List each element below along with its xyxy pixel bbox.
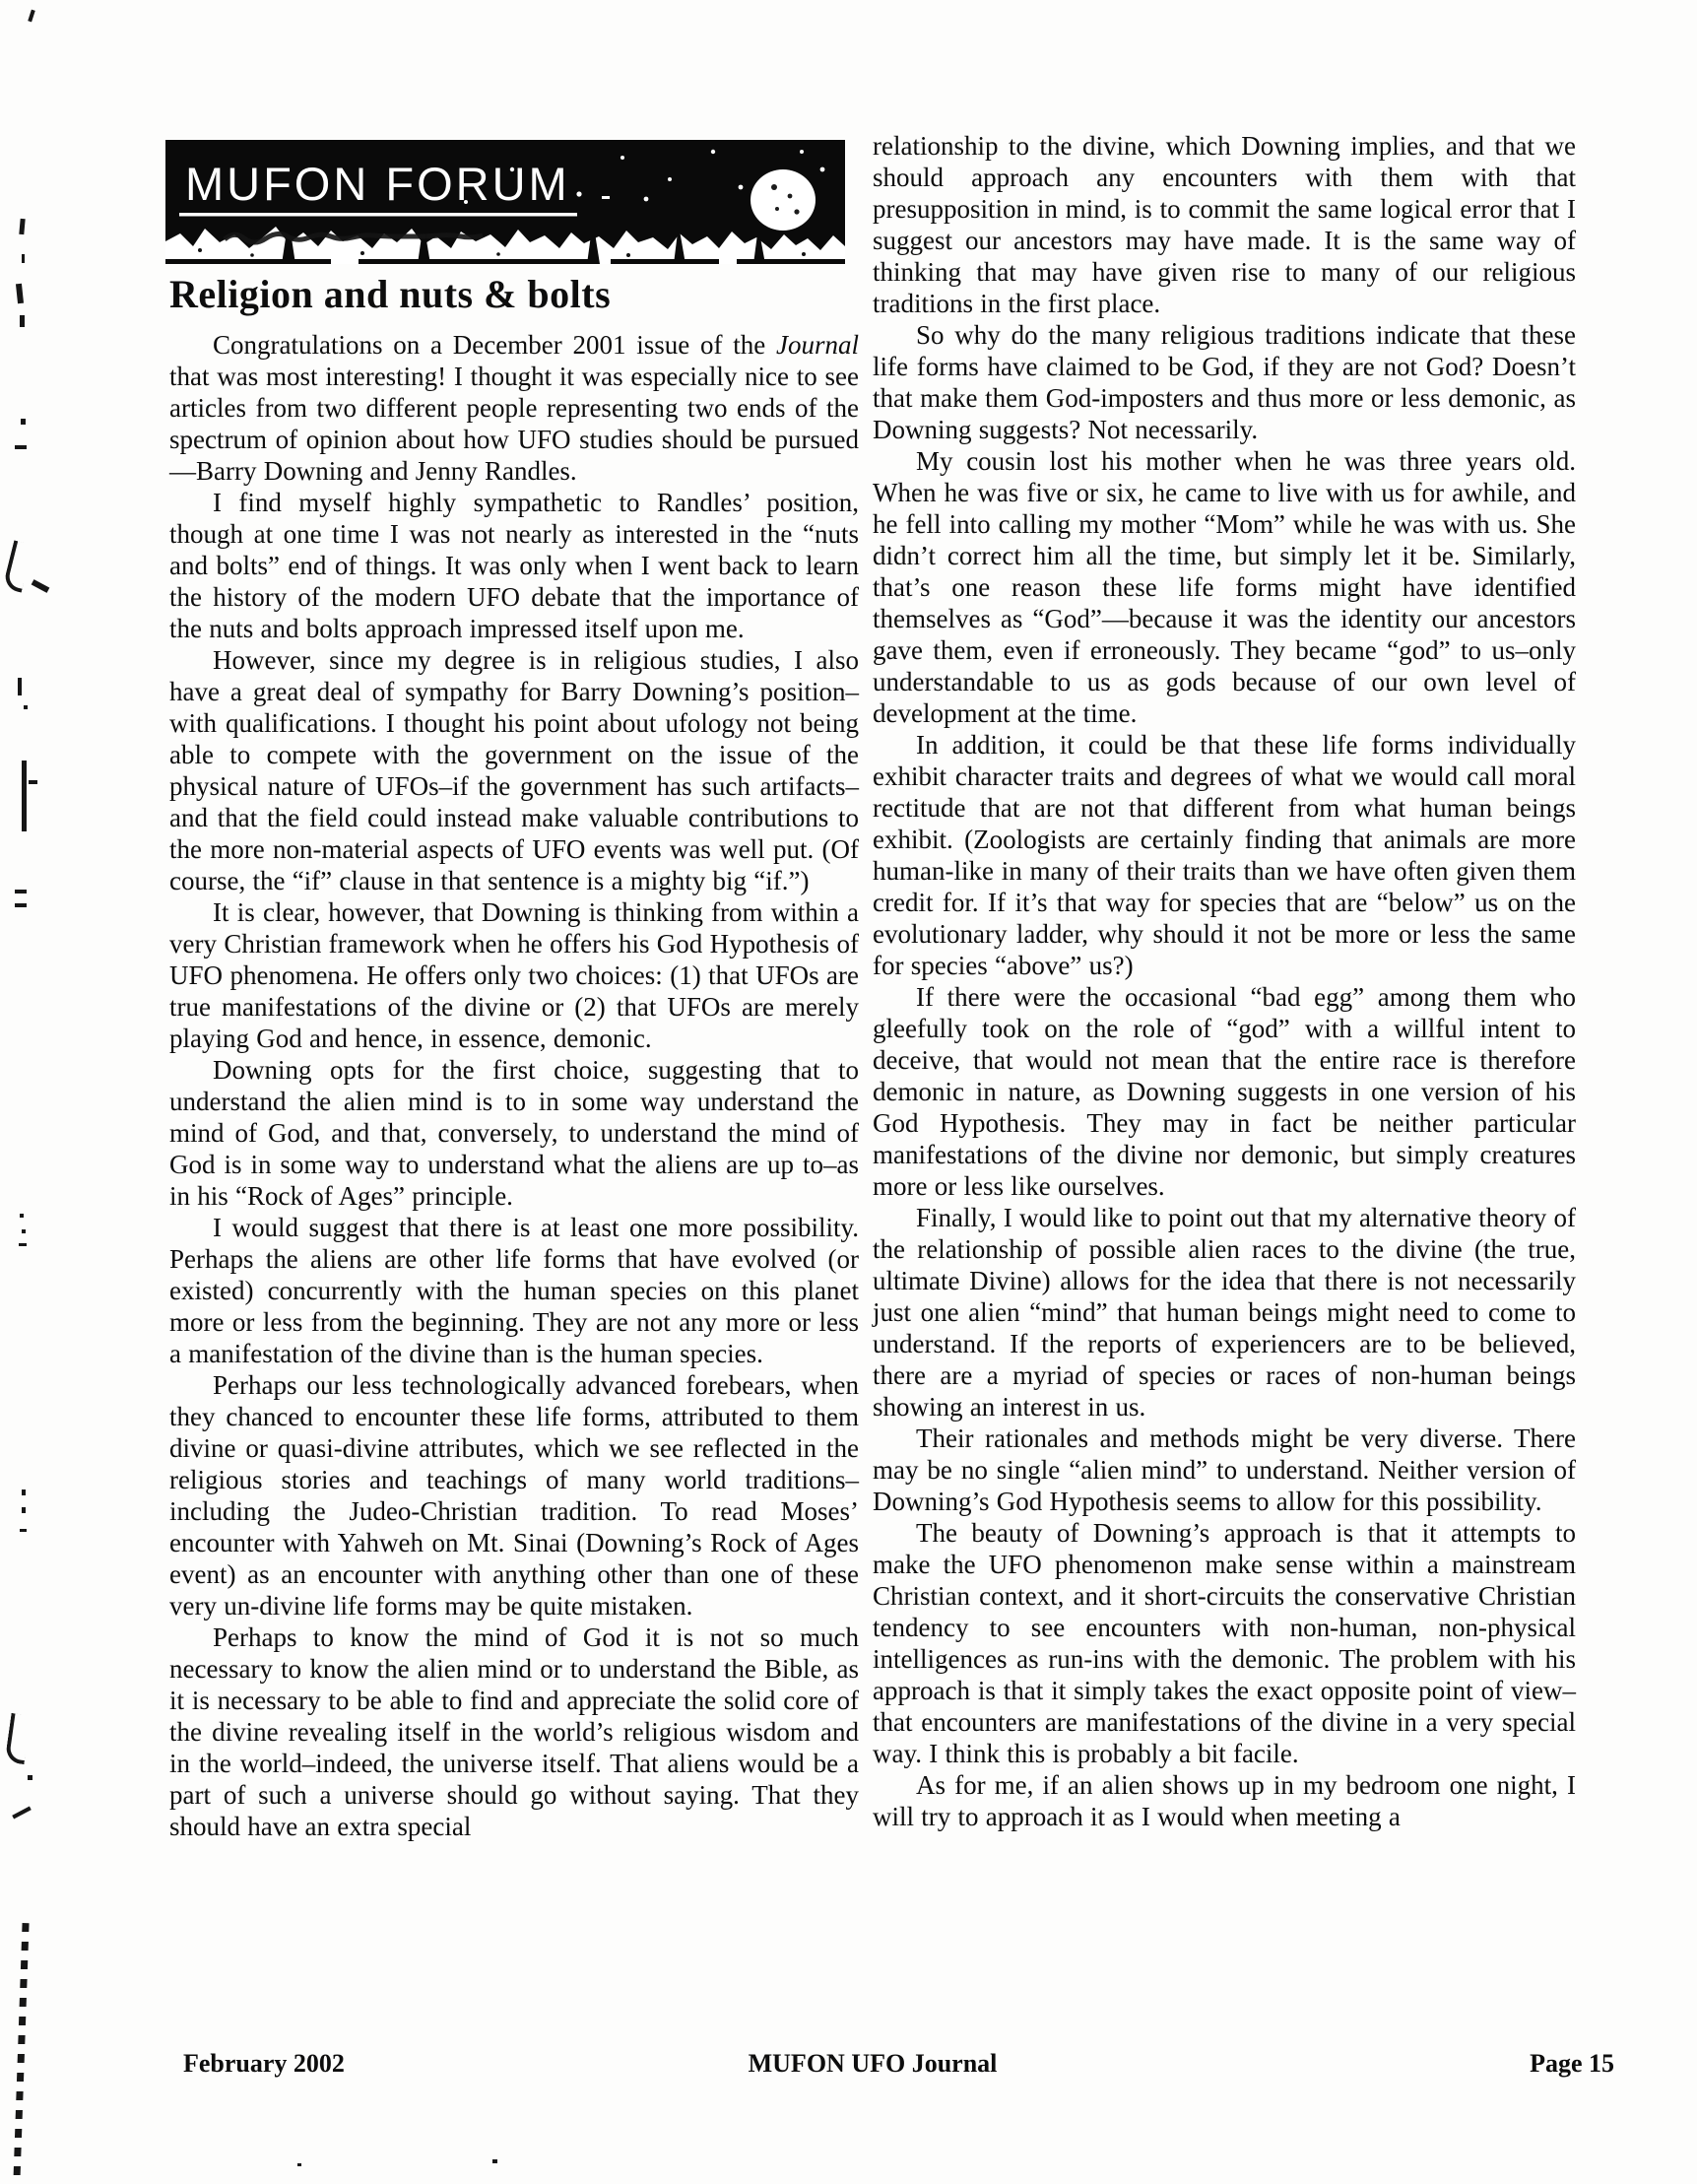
scan-artifact <box>13 1923 29 2181</box>
scan-artifact <box>20 1529 27 1532</box>
scan-artifact <box>28 1775 33 1780</box>
journal-name-italic: Journal <box>776 330 859 360</box>
scan-artifact <box>15 890 27 893</box>
scan-artifact <box>22 1229 26 1233</box>
scan-artifact <box>22 1489 26 1495</box>
moon-icon <box>751 169 816 231</box>
footer-page-number: Page 15 <box>1530 2049 1614 2078</box>
paragraph: I find myself highly sympathetic to Randles’ position, though at one time I was not nearly as interested in the “nuts and bolts” end of things. It was only when I went back to learn the history of the modern UFO debate that the importance of the nuts and bolts approach impressed itself upon me. <box>169 488 859 643</box>
paragraph: I would suggest that there is at least one more possibility. Perhaps the aliens are other life forms that have evolved (or existed) concurrently with the human species on this planet more or less from the beginning. They are not any more or less a manifestation of the divine than is the human species. <box>169 1213 859 1368</box>
banner-title: MUFON FORUM <box>185 158 570 210</box>
paragraph: So why do the many religious traditions indicate that these life forms have claimed to be God, if they are not God? Doesn’t that make them God-imposters and thus more or less demonic, as Downing suggests? Not necessarily. <box>873 320 1576 444</box>
right-column <box>873 130 1576 1832</box>
paragraph-text: that was most interesting! I thought it was especially nice to see articles from two different people representing two ends of the spectrum of opinion about how UFO studies should be pursued—Barry Downing and Jenny Randles. <box>169 362 859 486</box>
scan-artifact <box>5 1713 32 1764</box>
paragraph: Downing opts for the first choice, suggesting that to understand the alien mind is to in some way understand the mind of God, and that, conversely, to understand the mind of God is in some way to understand what the aliens are up to–as in his “Rock of Ages” principle. <box>169 1055 859 1211</box>
scan-artifact <box>32 579 50 593</box>
paragraph: Perhaps to know the mind of God it is not so much necessary to know the alien mind or to understand the Bible, as it is necessary to be able to find and appreciate the solid core of the divine revealing itself in the world’s religious wisdom and in the world–indeed, the universe itself. That aliens would be a part of such a universe should go without saying. That they should have an extra special <box>169 1622 859 1841</box>
scan-artifact <box>15 445 27 449</box>
paragraph: The beauty of Downing’s approach is that it attempts to make the UFO phenomenon make sense within a mainstream Christian context, and it short-circuits the conservative Christian tendency to see encounters with non-human, non-physical intelligences as run-ins with the demonic. The problem with his approach is that it simply takes the exact opposite point of view–that encounters are manifestations of the divine in a very special way. I think this is probably a bit facile. <box>873 1518 1576 1768</box>
scan-artifact <box>16 284 24 304</box>
scan-artifact <box>28 10 35 23</box>
banner-graphic <box>165 140 845 264</box>
mufon-forum-banner <box>165 140 845 264</box>
scan-artifact <box>22 254 25 263</box>
scan-artifact <box>21 419 26 425</box>
paragraph: As for me, if an alien shows up in my bedroom one night, I will try to approach it as I would when meeting a <box>873 1770 1576 1831</box>
paragraph: In addition, it could be that these life forms individually exhibit character traits and degrees of what we would call moral rectitude that are not that different from what human beings exhibit. (Zoologists are certainly finding that animals are more human-like in many of their traits than we have often given them credit for. If it’s that way for species that are “below” us on the evolutionary ladder, why should it not be more or less the same for species “above” us?) <box>873 730 1576 980</box>
paragraph: Their rationales and methods might be very diverse. There may be no single “alien mind” to understand. Neither version of Downing’s God Hypothesis seems to allow for this possibility. <box>873 1423 1576 1516</box>
scan-artifact <box>12 1807 32 1820</box>
scan-artifact <box>24 705 28 709</box>
paragraph: It is clear, however, that Downing is thinking from within a very Christian framework when he offers his God Hypothesis of UFO phenomena. He offers only two choices: (1) that UFOs are true manifestations of the divine or (2) that UFOs are merely playing God and hence, in essence, demonic. <box>169 897 859 1053</box>
banner-bottom-edge <box>165 259 845 264</box>
scan-artifact <box>2 540 33 592</box>
scan-artifact <box>19 1243 27 1246</box>
paragraph <box>169 329 859 487</box>
paragraph: However, since my degree is in religious studies, I also have a great deal of sympathy for Barry Downing’s position–with qualifications. I thought his point about ufology not being able to compete with the government on the issue of the physical nature of UFOs–if the government has such artifacts–and that the field could instead make valuable contributions to the more non-material aspects of UFO events was well put. (Of course, the “if” clause in that sentence is a mighty big “if.”) <box>169 645 859 895</box>
scan-artifact <box>18 678 22 695</box>
footer-issue-date: February 2002 <box>183 2049 345 2078</box>
scan-artifact <box>297 2163 301 2166</box>
paragraph-text: Congratulations on a December 2001 issue of the <box>213 330 776 360</box>
paragraph: Finally, I would like to point out that my alternative theory of the relationship of possible alien races to the divine (the true, ultimate Divine) allows for the idea that there is not necessarily just one alien “mind” that human beings might need to come to understand. If the reports of experiencers are to be believed, there are a myriad of species or races of non-human beings showing an interest in us. <box>873 1203 1576 1422</box>
scan-artifact <box>19 219 25 234</box>
scan-artifact <box>15 903 27 907</box>
footer-journal-name: MUFON UFO Journal <box>748 2049 998 2078</box>
scan-artifact <box>20 1214 24 1218</box>
paragraph: Perhaps our less technologically advanced forebears, when they chanced to encounter these life forms, attributed to them divine or quasi-divine attributes, which we see reflected in the religious stories and teachings of many world traditions–including the Judeo-Christian tradition. To read Moses’ encounter with Yahweh on Mt. Sinai (Downing’s Rock of Ages event) as an encounter with anything other than one of these very un-divine life forms may be quite mistaken. <box>169 1370 859 1621</box>
article-title: Religion and nuts & bolts <box>169 272 612 316</box>
paragraph-continuation: relationship to the divine, which Downing implies, and that we should approach any encounters with them with that presupposition in mind, is to commit the same logical error that I suggest our ancestors may have made. It is the same way of thinking that may have given rise to many of our religious traditions in the first place. <box>873 131 1576 318</box>
left-column <box>169 274 859 1842</box>
scan-artifact <box>20 315 25 327</box>
paragraph: If there were the occasional “bad egg” among them who gleefully took on the role of “god” with a willful intent to deceive, that would not mean that the entire race is therefore demonic in nature, as Downing suggests in one version of his God Hypothesis. They may in fact be neither particular manifestations of the divine nor demonic, but simply creatures more or less like ourselves. <box>873 982 1576 1201</box>
scan-artifact <box>492 2159 497 2163</box>
paragraph: My cousin lost his mother when he was three years old. When he was five or six, he came to live with us for awhile, and he fell into calling my mother “Mom” while he was with us. She didn’t correct him all the time, but simply let it be. Similarly, that’s one reason these life forms might have identified themselves as “God”—because it was the identity our ancestors gave them, even if erroneously. They became “god” to us–only understandable to us as gods because of our own level of development at the time. <box>873 446 1576 728</box>
banner-underline <box>179 213 577 217</box>
scan-artifact <box>29 780 37 784</box>
scan-artifact <box>22 761 27 831</box>
scan-artifact <box>22 1507 26 1513</box>
